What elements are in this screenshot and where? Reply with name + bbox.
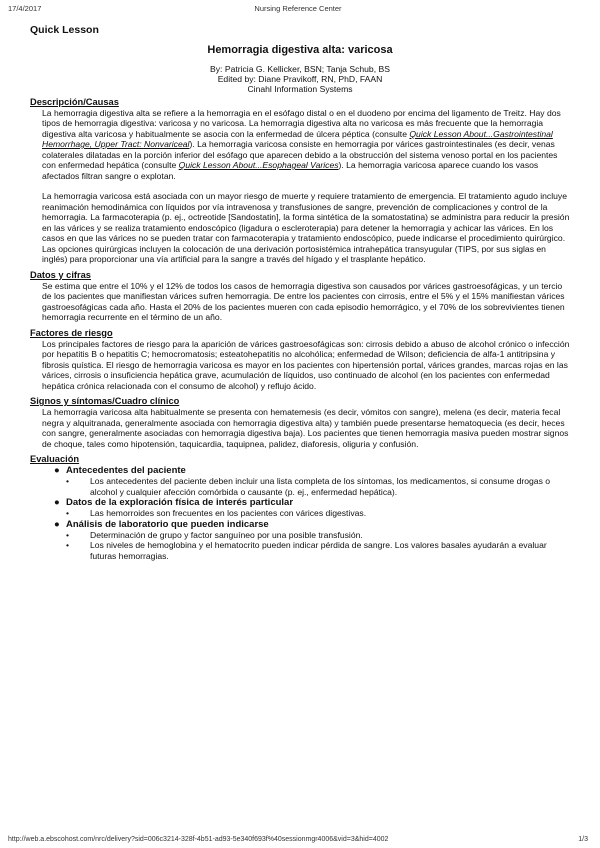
page-url[interactable]: http://web.a.ebscohost.com/nrc/delivery?sid=006c3214-328f-4b51-ad93-5e340f693f%40sessionmgr4006&vid=3&hid=4002 xyxy=(8,836,389,843)
descripcion-paragraph-2: La hemorragia varicosa está asociada con un mayor riesgo de muerte y requiere tratamiento de emergencia. El tratamiento agudo incluye reanimación hemodinámica con líquidos por vía intravenosa y transfusiones de sangre, prevención de complicaciones y control de la hemorragia. La farmacoterapia (p. ej., octreotide [Sandostatin], la forma sintética de la somatostatina) se administra para reducir la presión en las várices y se realiza tratamiento endoscópico (ligadura o escleroterapia) para detener la hemorragia y achicar las várices. En los casos en que las várices no se pueden tratar con farmacoterapia y tratamiento endoscópico, puede indicarse el procedimiento quirúrgico. Las opciones quirúrgicas incluyen la colocación de una derivación portosistémica intrahepática transyugular (TIPS, por sus siglas en inglés) para proporcionar una vía artificial para la sangre a través del hígado y el trasplante hepático. xyxy=(42,191,570,265)
bullet-icon: • xyxy=(66,476,70,487)
print-footer xyxy=(8,836,588,846)
page-number: 1/3 xyxy=(578,836,588,843)
factores-paragraph: Los principales factores de riesgo para la aparición de várices gastroesofágicas son: cirrosis debido a abuso de alcohol crónico o infección por hepatitis B o hepatitis C; hemocromatosis; esteatohepatitis no alcohólica; enfermedad de Wilson; deficiencia de alfa-1 antitripsina y fibrosis quística. El riesgo de hemorragia varicosa es mayor en los pacientes con hipertensión portal, várices grandes, marcas rojas en las várices, cirrosis o insuficiencia hepática grave, acumulación de líquidos, uso continuado de alcohol (en los pacientes con enfermedad hepática crónica relacionada con el consumo de alcohol) y reflujo ácido. xyxy=(42,338,570,391)
print-date: 17/4/2017 xyxy=(8,4,42,13)
article xyxy=(30,24,570,561)
list-item: • Los niveles de hemoglobina y el hematocrito pueden indicar pérdida de sangre. Los valores basales ayudarán a evaluar futuras hemorragias. xyxy=(66,540,547,561)
section-heading-datos: Datos y cifras xyxy=(30,269,91,280)
bullet-icon: ● xyxy=(54,465,60,477)
section-heading-descripcion: Descripción/Causas xyxy=(30,96,119,107)
article-title: Hemorragia digestiva alta: varicosa xyxy=(207,44,393,56)
quick-lesson-label: Quick Lesson xyxy=(30,24,99,36)
subheading-antecedentes: ● Antecedentes del paciente xyxy=(54,465,186,477)
link-gi-hemorrhage-nonvariceal[interactable]: Quick Lesson About...Gastrointestinal Hemorrhage, Upper Tract: Nonvariceal xyxy=(42,128,553,150)
section-heading-signos: Signos y síntomas/Cuadro clínico xyxy=(30,396,180,407)
link-esophageal-varices[interactable]: Quick Lesson About...Esophageal Varices xyxy=(178,160,339,171)
datos-paragraph: Se estima que entre el 10% y el 12% de todos los casos de hemorragia digestiva son causados por várices gastroesofágicas, y un tercio de los pacientes que manifiestan várices sufren hemorragia. De entre los pacientes con cirrosis, entre el 5% y el 15% manifiestan várices gastroesofágicas cada año. Hasta el 20% de los pacientes mueren con cada episodio hemorrágico, y el 70% de los sobrevivientes tienen hemorragia recurrente en el término de un año. xyxy=(42,280,565,323)
section-heading-evaluacion: Evaluación xyxy=(30,454,80,465)
bullet-icon: • xyxy=(66,540,70,551)
authors-org: Cinahl Information Systems xyxy=(247,84,353,95)
descripcion-paragraph-1 xyxy=(42,108,570,182)
bullet-icon: • xyxy=(66,508,70,519)
signos-paragraph: La hemorragia varicosa alta habitualmente se presenta con hematemesis (es decir, vómitos con sangre), melena (es decir, materia fecal negra y alquitranada, generalmente asociada con hemorragia digestiva alta) y también puede presentarse hematoquecia (es decir, heces con sangre, generalmente asociadas con hemorragia digestiva baja). Los pacientes que tienen hemorragia masiva pueden mostrar signos de choque, tales como hipotensión, taquicardia, taquipnea, palidez, diaforesis, oliguria y confusión. xyxy=(42,407,569,449)
subheading-exploracion: ● Datos de la exploración física de interés particular xyxy=(54,497,294,509)
list-item: • Los antecedentes del paciente deben incluir una lista completa de los síntomas, los medicamentos, si consume drogas o alcohol y cualquier afección comórbida o causante (p. ej., enfermedad hepática). xyxy=(66,476,551,497)
bullet-icon: ● xyxy=(54,497,60,509)
print-header xyxy=(8,4,588,14)
list-item: • Las hemorroides son frecuentes en los pacientes con várices digestivas. xyxy=(66,508,367,519)
section-heading-factores: Factores de riesgo xyxy=(30,327,113,338)
bullet-icon: • xyxy=(66,529,70,540)
bullet-icon: ● xyxy=(54,518,60,530)
subheading-laboratorio: ● Análisis de laboratorio que pueden indicarse xyxy=(54,518,269,530)
descripcion-text-c: ). La hemorragia varicosa aparece cuando los vasos afectados filtran sangre o explotan. xyxy=(42,160,539,181)
author-block xyxy=(30,64,570,95)
list-item: • Determinación de grupo y factor sanguíneo por una posible transfusión. xyxy=(66,529,363,540)
authors-by: By: Patricia G. Kellicker, BSN; Tanja Schub, BS xyxy=(210,64,390,74)
descripcion-text-b: ). La hemorragia varicosa consiste en hemorragia por várices gastrointestinales (es decir, venas colaterales dilatadas en la porción inferior del esófago que aparecen debido a la obstrucción del sistema venoso portal en los pacientes con enfermedad hepática (consulte xyxy=(42,139,558,171)
site-name: Nursing Reference Center xyxy=(254,4,342,13)
authors-edited: Edited by: Diane Pravikoff, RN, PhD, FAAN xyxy=(217,74,383,85)
descripcion-text-a: La hemorragia digestiva alta se refiere a la hemorragia en el esófago distal o en el duodeno por encima del ligamento de Treitz. Hay dos tipos de hemorragia digestiva: varicosa y no varicosa. La hemorragia digestiva alta no varicosa es más frecuente que la hemorragia digestiva alta varicosa y habitualmente se asocia con la enfermedad de úlcera péptica (consulte xyxy=(42,107,561,139)
